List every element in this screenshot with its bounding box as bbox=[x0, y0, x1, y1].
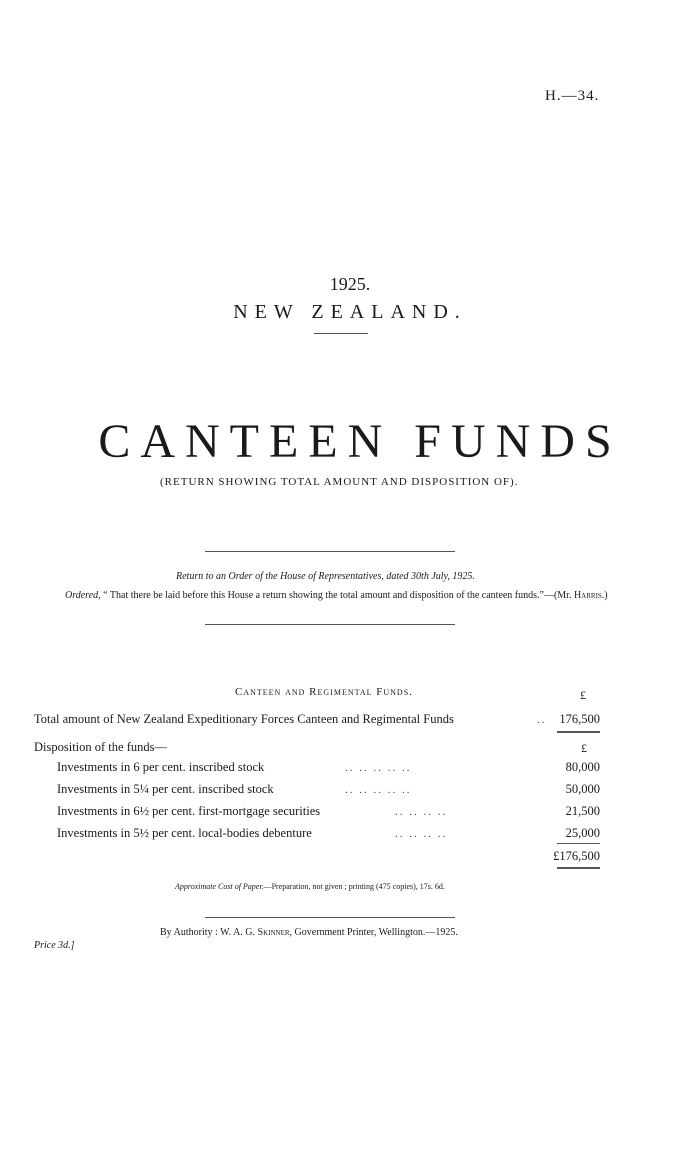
investment-row-leaders: .. .. .. .. bbox=[395, 828, 448, 840]
disposition-currency: £ bbox=[581, 741, 587, 755]
printing-authority bbox=[160, 927, 458, 938]
investment-row-leaders: .. .. .. .. bbox=[395, 806, 448, 818]
subtotal-rule bbox=[557, 843, 600, 844]
authority-suffix: , Government Printer, Wellington.—1925. bbox=[289, 927, 458, 938]
investment-row-label: Investments in 6 per cent. inscribed stock bbox=[57, 760, 265, 774]
price-note: Price 3d.] bbox=[34, 940, 75, 951]
document-reference: H.—34. bbox=[545, 88, 600, 104]
order-divider bbox=[205, 624, 455, 625]
document-year: 1925. bbox=[329, 274, 371, 294]
order-body: “ That there be laid before this House a return showing the total amount and disposition of the canteen funds.”—(Mr. bbox=[100, 590, 574, 601]
total-leaders: .. bbox=[537, 714, 547, 726]
printer-name: Skinner bbox=[257, 927, 290, 938]
investment-row-label: Investments in 5½ per cent. local-bodies debenture bbox=[57, 826, 312, 840]
grand-total-underline bbox=[557, 867, 600, 869]
investment-row-value: 80,000 bbox=[565, 760, 600, 774]
currency-heading: £ bbox=[580, 688, 586, 702]
authority-prefix: By Authority : W. A. G. bbox=[160, 927, 258, 938]
grand-total: £176,500 bbox=[553, 849, 600, 863]
return-order-line: Return to an Order of the House of Representatives, dated 30th July, 1925. bbox=[176, 571, 475, 582]
investment-row-value: 25,000 bbox=[565, 826, 600, 840]
cost-label: Approximate Cost of Paper. bbox=[175, 882, 264, 891]
cost-text: —Preparation, not given ; printing (475 copies), 17s. 6d. bbox=[263, 882, 445, 891]
title-divider bbox=[205, 551, 455, 552]
total-underline bbox=[557, 731, 600, 733]
cost-of-paper bbox=[175, 882, 445, 891]
order-close: .) bbox=[601, 590, 608, 601]
ordered-word: Ordered, bbox=[65, 590, 101, 601]
masthead-divider bbox=[314, 333, 368, 334]
investment-row-value: 21,500 bbox=[565, 804, 600, 818]
investment-row-label: Investments in 5¼ per cent. inscribed stock bbox=[57, 782, 274, 796]
table-heading: Canteen and Regimental Funds. bbox=[235, 686, 413, 698]
investment-row-value: 50,000 bbox=[565, 782, 600, 796]
document-title: CANTEEN FUNDS bbox=[98, 415, 622, 468]
order-text bbox=[34, 589, 664, 602]
total-value: 176,500 bbox=[559, 712, 600, 726]
investment-row-label: Investments in 6½ per cent. first-mortgage securities bbox=[57, 804, 321, 818]
total-label: Total amount of New Zealand Expeditionary Forces Canteen and Regimental Funds bbox=[34, 712, 454, 726]
disposition-label: Disposition of the funds— bbox=[34, 740, 167, 754]
investment-row-leaders: .. .. .. .. .. bbox=[345, 784, 412, 796]
country-heading: NEW ZEALAND. bbox=[233, 301, 467, 323]
order-mover: Harris bbox=[573, 590, 602, 601]
footer-divider bbox=[205, 917, 455, 918]
document-subtitle: (RETURN SHOWING TOTAL AMOUNT AND DISPOSITION OF). bbox=[160, 476, 519, 488]
investment-row-leaders: .. .. .. .. .. bbox=[345, 762, 412, 774]
